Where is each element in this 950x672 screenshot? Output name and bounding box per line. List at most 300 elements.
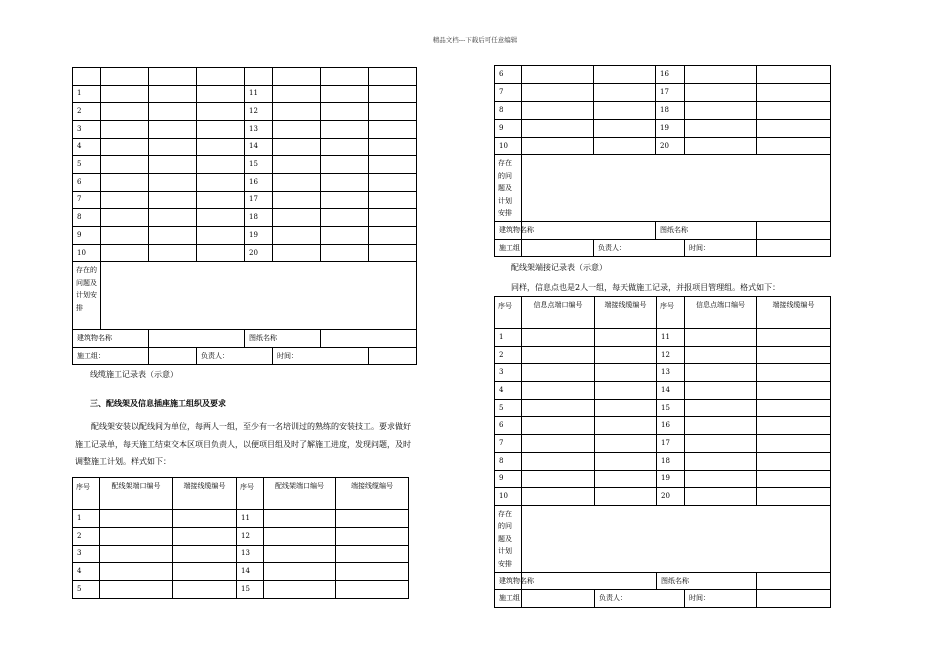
header-cell bbox=[149, 68, 197, 86]
row-number: 11 bbox=[245, 85, 273, 103]
notes-label: 存在的问题及计划安排 bbox=[495, 505, 522, 572]
notes-label: 存在的问题及计划安排 bbox=[73, 262, 101, 330]
table-cell bbox=[197, 173, 245, 191]
column-header: 序号 bbox=[495, 297, 522, 329]
signature-row bbox=[495, 590, 831, 608]
table-cell bbox=[685, 137, 757, 155]
drawing-label: 图纸名称 bbox=[657, 572, 757, 590]
row-number: 19 bbox=[656, 119, 685, 137]
table-cell bbox=[173, 527, 237, 545]
patch-record-table-part1 bbox=[72, 477, 409, 599]
row-number: 5 bbox=[495, 399, 522, 417]
building-row bbox=[495, 222, 831, 240]
table-cell bbox=[522, 417, 595, 435]
table-cell bbox=[273, 103, 321, 121]
table-cell bbox=[757, 435, 831, 453]
table-cell bbox=[101, 156, 149, 174]
table-cell bbox=[321, 227, 369, 245]
table-cell bbox=[685, 488, 757, 506]
table-row bbox=[73, 85, 417, 103]
table-cell bbox=[594, 66, 656, 84]
header-cell bbox=[245, 68, 273, 86]
table-cell bbox=[321, 138, 369, 156]
column-header: 信息点端口编号 bbox=[685, 297, 757, 329]
row-number: 3 bbox=[73, 120, 101, 138]
row-number: 1 bbox=[495, 329, 522, 347]
table-cell bbox=[273, 156, 321, 174]
row-number: 20 bbox=[657, 488, 685, 506]
table-cell bbox=[757, 470, 831, 488]
row-number: 4 bbox=[73, 138, 101, 156]
table-cell bbox=[149, 191, 197, 209]
table-row bbox=[73, 563, 409, 581]
table-cell bbox=[757, 66, 831, 84]
table-row bbox=[73, 527, 409, 545]
header-cell bbox=[101, 68, 149, 86]
row-number: 18 bbox=[656, 101, 685, 119]
table-cell bbox=[685, 119, 757, 137]
time-label: 时间： bbox=[685, 590, 757, 608]
row-number: 20 bbox=[245, 244, 273, 262]
header-cell bbox=[73, 68, 101, 86]
table-cell bbox=[100, 581, 173, 599]
table-cell bbox=[522, 382, 595, 400]
patch-table-caption: 配线架端接记录表（示意） bbox=[511, 263, 607, 272]
team-label: 施工组： bbox=[73, 347, 149, 365]
table-cell bbox=[757, 452, 831, 470]
row-number: 10 bbox=[495, 488, 522, 506]
table-cell bbox=[173, 581, 237, 599]
drawing-value bbox=[321, 330, 417, 348]
table-cell bbox=[594, 119, 656, 137]
table-cell bbox=[149, 103, 197, 121]
row-number: 10 bbox=[73, 244, 101, 262]
time-label: 时间： bbox=[685, 239, 757, 257]
time-label: 时间： bbox=[273, 347, 369, 365]
header-cell bbox=[197, 68, 245, 86]
table-cell bbox=[595, 470, 657, 488]
notes-cell bbox=[522, 155, 831, 222]
table-cell bbox=[273, 191, 321, 209]
row-number: 5 bbox=[73, 156, 101, 174]
table-row bbox=[73, 173, 417, 191]
table-cell bbox=[595, 435, 657, 453]
row-number: 12 bbox=[245, 103, 273, 121]
table-cell bbox=[321, 191, 369, 209]
row-number: 5 bbox=[73, 581, 100, 599]
building-label: 建筑物名称 bbox=[495, 222, 522, 240]
row-number: 11 bbox=[237, 510, 264, 528]
table-row bbox=[495, 346, 831, 364]
notes-row bbox=[73, 262, 417, 330]
row-number: 3 bbox=[495, 364, 522, 382]
team-value bbox=[522, 239, 594, 257]
table-row bbox=[73, 156, 417, 174]
table-cell bbox=[321, 120, 369, 138]
column-header: 配线架端口编号 bbox=[264, 478, 336, 510]
table-cell bbox=[522, 137, 594, 155]
header-row bbox=[495, 297, 831, 329]
row-number: 16 bbox=[657, 417, 685, 435]
table-cell bbox=[522, 101, 594, 119]
row-number: 16 bbox=[656, 66, 685, 84]
table-cell bbox=[594, 83, 656, 101]
table-cell bbox=[757, 329, 831, 347]
table-cell bbox=[149, 209, 197, 227]
column-header: 序号 bbox=[73, 478, 100, 510]
table-cell bbox=[522, 83, 594, 101]
table-cell bbox=[685, 382, 757, 400]
table-cell bbox=[369, 103, 417, 121]
table-cell bbox=[264, 545, 336, 563]
table-row bbox=[495, 119, 831, 137]
table-cell bbox=[594, 101, 656, 119]
header-cell bbox=[369, 68, 417, 86]
row-number: 19 bbox=[245, 227, 273, 245]
table-cell bbox=[321, 156, 369, 174]
table-cell bbox=[757, 137, 831, 155]
header-cell bbox=[273, 68, 321, 86]
column-header: 序号 bbox=[657, 297, 685, 329]
table-row bbox=[73, 209, 417, 227]
table-cell bbox=[321, 244, 369, 262]
table-row bbox=[495, 435, 831, 453]
table-cell bbox=[757, 417, 831, 435]
table-cell bbox=[197, 120, 245, 138]
table-cell bbox=[149, 227, 197, 245]
row-number: 6 bbox=[495, 417, 522, 435]
table-cell bbox=[595, 329, 657, 347]
table-cell bbox=[595, 452, 657, 470]
row-number: 16 bbox=[245, 173, 273, 191]
row-number: 17 bbox=[657, 435, 685, 453]
table-cell bbox=[101, 191, 149, 209]
row-number: 17 bbox=[245, 191, 273, 209]
table-cell bbox=[369, 209, 417, 227]
row-number: 13 bbox=[245, 120, 273, 138]
manager-label: 负责人： bbox=[595, 590, 685, 608]
row-number: 14 bbox=[237, 563, 264, 581]
building-label: 建筑物名称 bbox=[495, 572, 522, 590]
table-cell bbox=[149, 244, 197, 262]
table-cell bbox=[685, 83, 757, 101]
table-cell bbox=[100, 510, 173, 528]
table-cell bbox=[595, 417, 657, 435]
team-value bbox=[149, 347, 197, 365]
table-cell bbox=[757, 346, 831, 364]
table-cell bbox=[273, 173, 321, 191]
table-cell bbox=[264, 527, 336, 545]
table-cell bbox=[369, 120, 417, 138]
table-cell bbox=[197, 191, 245, 209]
table-row bbox=[73, 545, 409, 563]
header-row bbox=[73, 478, 409, 510]
table-cell bbox=[757, 382, 831, 400]
row-number: 9 bbox=[495, 119, 522, 137]
table-row bbox=[495, 417, 831, 435]
row-number: 14 bbox=[657, 382, 685, 400]
table-cell bbox=[336, 581, 409, 599]
notes-cell bbox=[522, 505, 831, 572]
table-cell bbox=[197, 227, 245, 245]
row-number: 4 bbox=[495, 382, 522, 400]
column-header: 配线架端口编号 bbox=[100, 478, 173, 510]
table-row bbox=[495, 399, 831, 417]
table-cell bbox=[149, 85, 197, 103]
team-value bbox=[522, 590, 595, 608]
column-header: 端接线缆编号 bbox=[336, 478, 409, 510]
table-cell bbox=[197, 244, 245, 262]
table-cell bbox=[685, 470, 757, 488]
table-cell bbox=[369, 191, 417, 209]
table-cell bbox=[685, 417, 757, 435]
row-number: 8 bbox=[495, 101, 522, 119]
signature-row bbox=[73, 347, 417, 365]
table-row bbox=[73, 103, 417, 121]
table-cell bbox=[173, 510, 237, 528]
row-number: 17 bbox=[656, 83, 685, 101]
table-cell bbox=[149, 156, 197, 174]
time-value bbox=[757, 590, 831, 608]
row-number: 6 bbox=[495, 66, 522, 84]
team-label: 施工组： bbox=[495, 590, 522, 608]
table-cell bbox=[595, 364, 657, 382]
table-cell bbox=[273, 85, 321, 103]
row-number: 18 bbox=[657, 452, 685, 470]
drawing-value bbox=[757, 572, 831, 590]
table-cell bbox=[197, 138, 245, 156]
table-cell bbox=[336, 510, 409, 528]
table-cell bbox=[321, 173, 369, 191]
table-cell bbox=[522, 66, 594, 84]
row-number: 18 bbox=[245, 209, 273, 227]
column-header: 序号 bbox=[237, 478, 264, 510]
table-row bbox=[73, 581, 409, 599]
row-number: 8 bbox=[495, 452, 522, 470]
row-number: 3 bbox=[73, 545, 100, 563]
table-row bbox=[73, 227, 417, 245]
table-cell bbox=[273, 120, 321, 138]
column-header: 端接线缆编号 bbox=[173, 478, 237, 510]
row-number: 9 bbox=[495, 470, 522, 488]
row-number: 15 bbox=[657, 399, 685, 417]
table-cell bbox=[149, 173, 197, 191]
section-heading: 三、配线架及信息插座施工组织及要求 bbox=[90, 399, 226, 408]
table-cell bbox=[522, 364, 595, 382]
table-cell bbox=[149, 120, 197, 138]
building-label: 建筑物名称 bbox=[73, 330, 149, 348]
column-header: 端接线缆编号 bbox=[595, 297, 657, 329]
outlet-record-table bbox=[494, 296, 831, 608]
row-number: 15 bbox=[237, 581, 264, 599]
table-cell bbox=[100, 527, 173, 545]
row-number: 7 bbox=[495, 83, 522, 101]
table-row bbox=[73, 120, 417, 138]
table-cell bbox=[685, 435, 757, 453]
table-cell bbox=[757, 119, 831, 137]
table-cell bbox=[757, 101, 831, 119]
table-cell bbox=[264, 581, 336, 599]
table-row bbox=[495, 83, 831, 101]
table-cell bbox=[321, 103, 369, 121]
row-number: 6 bbox=[73, 173, 101, 191]
manager-label: 负责人： bbox=[594, 239, 685, 257]
row-number: 1 bbox=[73, 85, 101, 103]
row-number: 9 bbox=[73, 227, 101, 245]
table-cell bbox=[522, 488, 595, 506]
row-number: 15 bbox=[245, 156, 273, 174]
row-number: 2 bbox=[73, 103, 101, 121]
table-cell bbox=[757, 488, 831, 506]
table-cell bbox=[101, 120, 149, 138]
row-number: 13 bbox=[237, 545, 264, 563]
table-row bbox=[495, 488, 831, 506]
table-cell bbox=[685, 329, 757, 347]
building-value bbox=[149, 330, 245, 348]
table-cell bbox=[101, 173, 149, 191]
column-header: 端接线缆编号 bbox=[757, 297, 831, 329]
table-row bbox=[495, 101, 831, 119]
patch-record-table-part2 bbox=[494, 65, 831, 257]
table-row bbox=[73, 510, 409, 528]
drawing-label: 图纸名称 bbox=[245, 330, 321, 348]
table-cell bbox=[101, 85, 149, 103]
row-number: 7 bbox=[73, 191, 101, 209]
page-header: 精品文档---下载后可任意编辑 bbox=[432, 36, 518, 44]
row-number: 13 bbox=[657, 364, 685, 382]
table-cell bbox=[522, 435, 595, 453]
row-number: 7 bbox=[495, 435, 522, 453]
table-cell bbox=[369, 138, 417, 156]
table-cell bbox=[369, 85, 417, 103]
notes-label: 存在的问题及计划安排 bbox=[495, 155, 522, 222]
row-number: 14 bbox=[245, 138, 273, 156]
table-cell bbox=[273, 227, 321, 245]
drawing-value bbox=[757, 222, 831, 240]
table-cell bbox=[757, 399, 831, 417]
table-cell bbox=[595, 399, 657, 417]
row-number: 4 bbox=[73, 563, 100, 581]
table-cell bbox=[685, 364, 757, 382]
table-cell bbox=[336, 527, 409, 545]
table-cell bbox=[101, 103, 149, 121]
row-number: 12 bbox=[237, 527, 264, 545]
table-cell bbox=[757, 364, 831, 382]
table-row bbox=[495, 66, 831, 84]
table-cell bbox=[273, 138, 321, 156]
table-cell bbox=[685, 452, 757, 470]
table-cell bbox=[101, 209, 149, 227]
section-paragraph: 配线架安装以配线间为单位，每两人一组，至少有一名培训过的熟练的安装技工。要求做好施工记录单，每天施工结束交本区项目负责人，以便项目组及时了解施工进度，发现问题，及时调整施工计划。样式如下： bbox=[75, 422, 411, 466]
row-number: 10 bbox=[495, 137, 522, 155]
building-row bbox=[73, 330, 417, 348]
table-cell bbox=[685, 101, 757, 119]
notes-row bbox=[495, 155, 831, 222]
table-cell bbox=[273, 209, 321, 227]
manager-label: 负责人： bbox=[197, 347, 273, 365]
table-cell bbox=[522, 452, 595, 470]
time-value bbox=[757, 239, 831, 257]
row-number: 1 bbox=[73, 510, 100, 528]
table-row bbox=[495, 452, 831, 470]
table-cell bbox=[369, 227, 417, 245]
table-cell bbox=[100, 563, 173, 581]
table-cell bbox=[197, 103, 245, 121]
table-cell bbox=[369, 173, 417, 191]
table-cell bbox=[264, 563, 336, 581]
row-number: 12 bbox=[657, 346, 685, 364]
table-cell bbox=[197, 85, 245, 103]
table-row bbox=[495, 137, 831, 155]
cable-record-table bbox=[72, 67, 417, 365]
signature-row bbox=[495, 239, 831, 257]
table-cell bbox=[522, 329, 595, 347]
table-cell bbox=[757, 83, 831, 101]
notes-cell bbox=[101, 262, 417, 330]
table-cell bbox=[101, 138, 149, 156]
table-cell bbox=[173, 563, 237, 581]
row-number: 19 bbox=[657, 470, 685, 488]
drawing-label: 图纸名称 bbox=[656, 222, 757, 240]
table-cell bbox=[369, 244, 417, 262]
table-cell bbox=[369, 156, 417, 174]
header-cell bbox=[321, 68, 369, 86]
table-cell bbox=[173, 545, 237, 563]
table-cell bbox=[101, 227, 149, 245]
table-cell bbox=[595, 488, 657, 506]
table-cell bbox=[336, 563, 409, 581]
table-cell bbox=[594, 137, 656, 155]
cable-table-caption: 线缆施工记录表（示意） bbox=[90, 370, 178, 379]
table-row bbox=[495, 382, 831, 400]
table-row bbox=[495, 364, 831, 382]
table-cell bbox=[197, 209, 245, 227]
table-cell bbox=[595, 346, 657, 364]
table-row bbox=[495, 470, 831, 488]
table-cell bbox=[685, 66, 757, 84]
table-cell bbox=[273, 244, 321, 262]
notes-row bbox=[495, 505, 831, 572]
table-cell bbox=[264, 510, 336, 528]
header-row bbox=[73, 68, 417, 86]
table-cell bbox=[321, 85, 369, 103]
table-row bbox=[73, 191, 417, 209]
table-row bbox=[495, 329, 831, 347]
row-number: 20 bbox=[656, 137, 685, 155]
row-number: 8 bbox=[73, 209, 101, 227]
table-cell bbox=[522, 470, 595, 488]
table-cell bbox=[197, 156, 245, 174]
table-cell bbox=[100, 545, 173, 563]
table-cell bbox=[595, 382, 657, 400]
table-cell bbox=[685, 346, 757, 364]
table-cell bbox=[336, 545, 409, 563]
team-label: 施工组： bbox=[495, 239, 522, 257]
time-value bbox=[369, 347, 417, 365]
table-row bbox=[73, 244, 417, 262]
table-cell bbox=[101, 244, 149, 262]
table-cell bbox=[685, 399, 757, 417]
table-cell bbox=[321, 209, 369, 227]
row-number: 2 bbox=[495, 346, 522, 364]
building-value bbox=[522, 222, 656, 240]
info-paragraph: 同样，信息点也是2人一组，每天做施工记录，并报项目管理组。格式如下： bbox=[511, 283, 781, 292]
row-number: 2 bbox=[73, 527, 100, 545]
table-cell bbox=[149, 138, 197, 156]
table-row bbox=[73, 138, 417, 156]
building-value bbox=[522, 572, 657, 590]
column-header: 信息点端口编号 bbox=[522, 297, 595, 329]
